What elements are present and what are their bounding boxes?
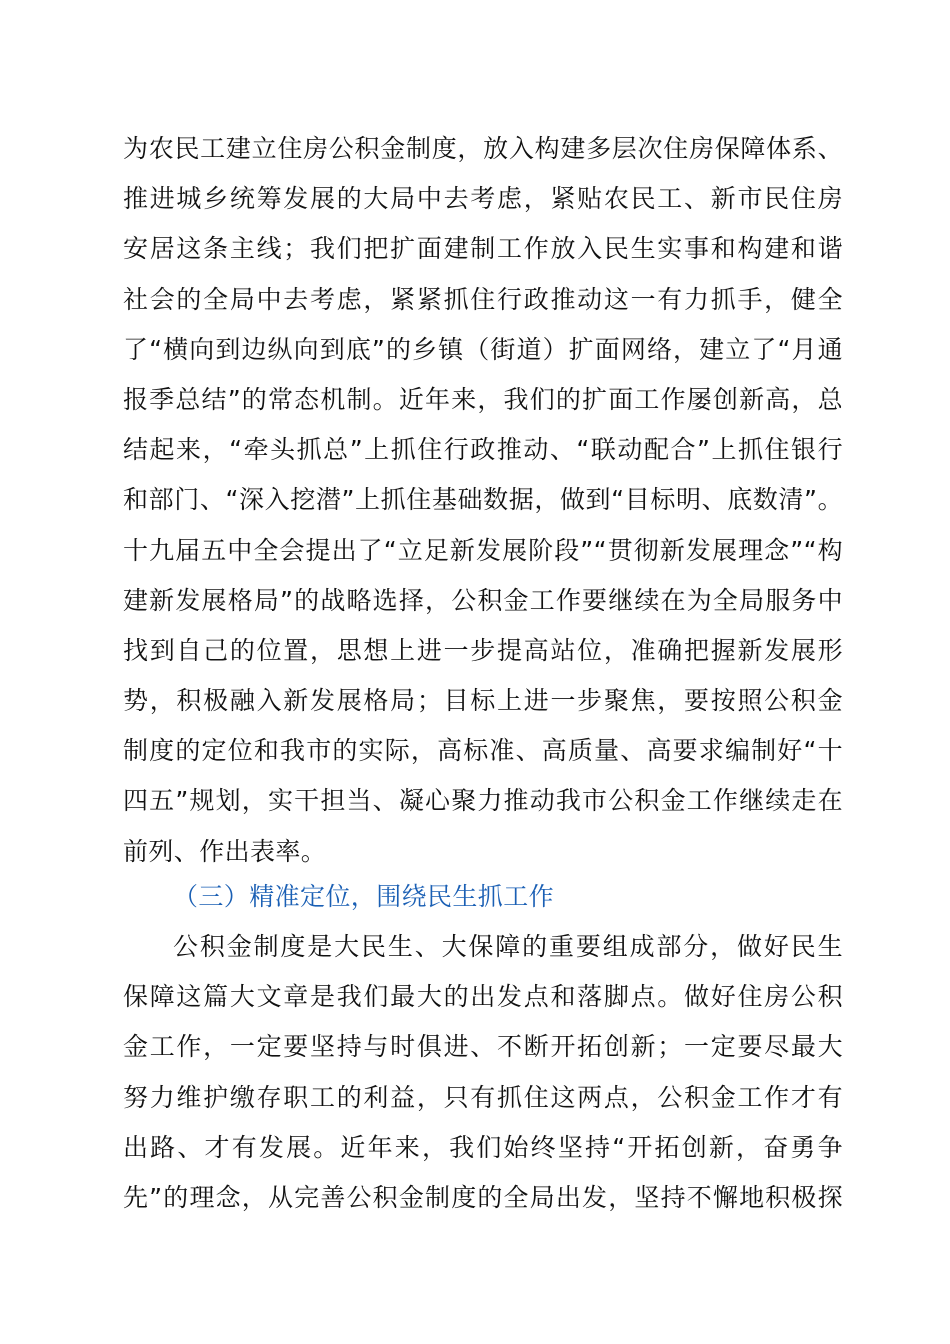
paragraph-line: 制度的定位和我市的实际，高标准、高质量、高要求编制好“十 <box>123 736 843 766</box>
paragraph-line: 努力维护缴存职工的利益，只有抓住这两点，公积金工作才有 <box>123 1082 843 1112</box>
paragraph-line: 报季总结”的常态机制。近年来，我们的扩面工作屡创新高，总 <box>123 384 843 414</box>
paragraph-line: 势，积极融入新发展格局；目标上进一步聚焦，要按照公积金 <box>123 686 843 716</box>
paragraph-line: 公积金制度是大民生、大保障的重要组成部分，做好民生 <box>173 932 843 961</box>
paragraph-line: 出路、才有发展。近年来，我们始终坚持“开拓创新，奋勇争 <box>123 1132 843 1162</box>
paragraph-line: 金工作，一定要坚持与时俱进、不断开拓创新；一定要尽最大 <box>123 1032 843 1062</box>
paragraph-1 <box>123 124 843 877</box>
paragraph-line: 和部门、“深入挖潜”上抓住基础数据，做到“目标明、底数清”。 <box>123 485 843 515</box>
paragraph-line: 找到自己的位置，思想上进一步提高站位，准确把握新发展形 <box>123 635 843 665</box>
paragraph-line: 建新发展格局”的战略选择，公积金工作要继续在为全局服务中 <box>123 585 843 615</box>
paragraph-2 <box>123 922 843 1223</box>
paragraph-line: 为农民工建立住房公积金制度，放入构建多层次住房保障体系、 <box>123 134 843 163</box>
paragraph-line: 安居这条主线；我们把扩面建制工作放入民生实事和构建和谐 <box>123 234 843 264</box>
paragraph-line: 结起来，“牵头抓总”上抓住行政推动、“联动配合”上抓住银行 <box>123 435 843 465</box>
section-heading: （三）精准定位，围绕民生抓工作 <box>173 882 555 911</box>
paragraph-line: 社会的全局中去考虑，紧紧抓住行政推动这一有力抓手，健全 <box>123 284 843 314</box>
paragraph-line: 前列、作出表率。 <box>123 836 327 866</box>
paragraph-line: 先”的理念，从完善公积金制度的全局出发，坚持不懈地积极探 <box>123 1182 843 1212</box>
paragraph-line: 了“横向到边纵向到底”的乡镇（街道）扩面网络，建立了“月通 <box>123 334 843 364</box>
paragraph-line: 保障这篇大文章是我们最大的出发点和落脚点。做好住房公积 <box>123 982 843 1012</box>
paragraph-line: 四五”规划，实干担当、凝心聚力推动我市公积金工作继续走在 <box>123 786 843 816</box>
paragraph-line: 十九届五中全会提出了“立足新发展阶段”“贯彻新发展理念”“构 <box>123 535 843 565</box>
paragraph-line: 推进城乡统筹发展的大局中去考虑，紧贴农民工、新市民住房 <box>123 184 843 214</box>
